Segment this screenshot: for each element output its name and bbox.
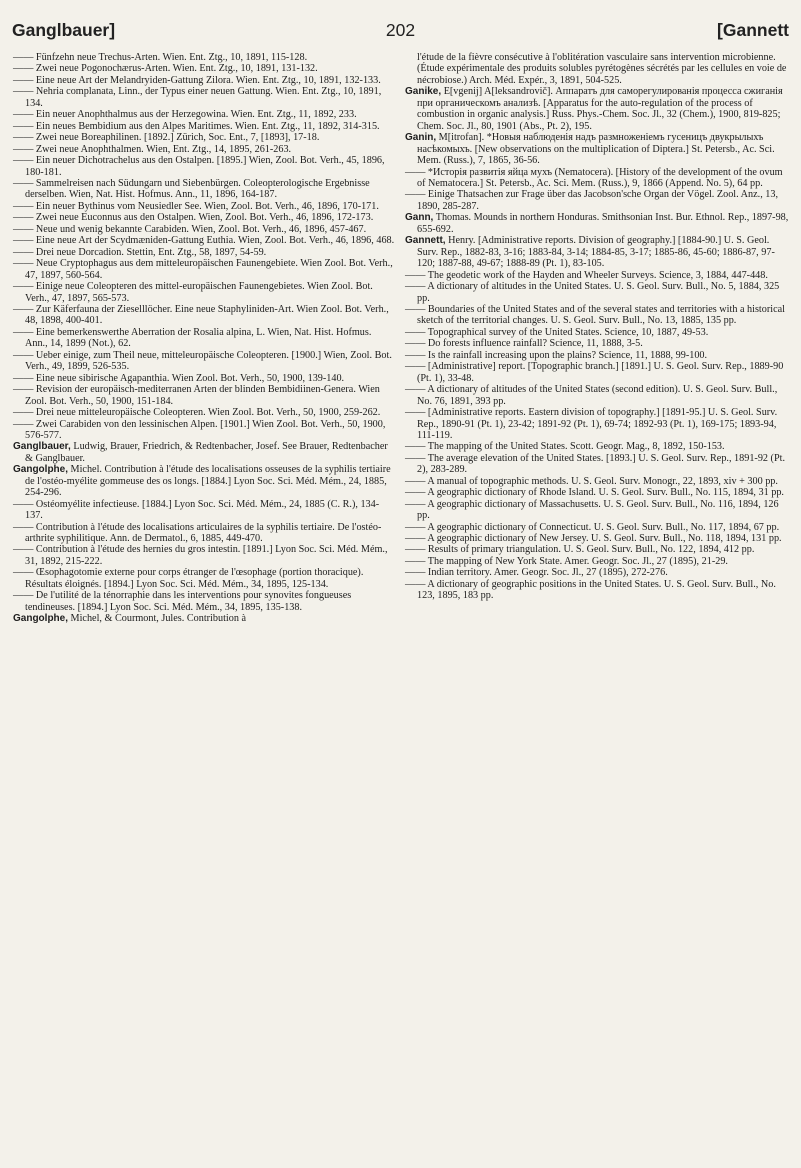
entry-text: Do forests influence rainfall? Science, 11, 1888, 3-5. [427, 338, 643, 350]
ditto-dash: —— [13, 177, 36, 189]
entry-text: A dictionary of geographic positions in the United States. U. S. Geol. Surv. Bull., No. 123, 1895, 183 pp. [417, 578, 776, 602]
bibliography-entry [13, 144, 395, 155]
bibliography-entry [13, 373, 395, 384]
ditto-dash: —— [13, 258, 36, 270]
author-name: Gangolphe, [13, 464, 68, 476]
ditto-dash: —— [13, 384, 36, 396]
entry-text: Is the rainfall increasing upon the plains? Science, 11, 1888, 99-100. [427, 349, 708, 361]
entry-text: Eine neue Art der Scydmæniden-Gattung Euthia. Wien, Zool. Bot. Verh., 46, 1896, 468. [35, 235, 395, 247]
entry-text: Eine bemerkenswerthe Aberration der Rosalia alpina, L. Wien, Nat. Hist. Hofmus. Ann., 14, 1899 (Not.), 62. [25, 326, 372, 350]
entry-text: Neue Cryptophagus aus dem mitteleuropäischen Faunengebiete. Wien Zool. Bot. Verh., 47, 1897, 560-564. [25, 258, 393, 281]
bibliography-entry [13, 63, 395, 74]
entry-text: Einige neue Coleopteren des mittel-europäischen Faunengebietes. Wien Zool. Bot. Verh., 47, 1897, 565-573. [25, 281, 373, 304]
bibliography-entry [405, 407, 789, 441]
bibliography-entry [13, 52, 395, 63]
entry-text: Contribution à l'étude des hernies du gros intestin. [1891.] Lyon Soc. Sci. Méd. Mém., 31, 1892, 215-222. [25, 544, 388, 567]
bibliography-entry [13, 212, 395, 223]
bibliography-entry [405, 499, 789, 522]
ditto-dash: —— [13, 521, 36, 533]
entry-text: De l'utilité de la ténorraphie dans les interventions pour synovites fongueuses tendineuses. [1894.] Lyon Soc. Sci. Méd. Mém., 34, 1895, 135-138. [25, 590, 352, 613]
ditto-dash: —— [13, 590, 36, 602]
entry-text: Ludwig, Brauer, Friedrich, & Redtenbacher, Josef. See Brauer, Redtenbacher & Ganglbauer. [25, 441, 388, 464]
ditto-dash: —— [405, 166, 428, 178]
entry-text: [Administrative] report. [Topographic branch.] [1891.] U. S. Geol. Surv. Rep., 1889-90 (Pt. 1), 33-48. [417, 361, 784, 384]
bibliography-entry [405, 487, 789, 498]
entry-text: A geographic dictionary of New Jersey. U. S. Geol. Surv. Bull., No. 118, 1894, 131 pp. [427, 533, 782, 545]
bibliography-entry [13, 121, 395, 132]
entry-text: A manual of topographic methods. U. S. Geol. Surv. Monogr., 22, 1893, xiv + 300 pp. [427, 475, 778, 487]
entry-text: Zur Käferfauna der Zieselllöcher. Eine neue Staphyliniden-Art. Wien Zool. Bot. Verh., 48, 1898, 400-401. [25, 303, 389, 327]
entry-text: Results of primary triangulation. U. S. Geol. Surv. Bull., No. 122, 1894, 412 pp. [427, 544, 755, 556]
bibliography-entry [13, 544, 395, 567]
ditto-dash: —— [405, 487, 428, 499]
entry-text: Ostéomyélite infectieuse. [1884.] Lyon Soc. Sci. Méd. Mém., 24, 1885 (C. R.), 134-137. [25, 498, 380, 522]
bibliography-entry [13, 201, 395, 212]
bibliography-entry [405, 350, 789, 361]
ditto-dash: —— [405, 326, 428, 338]
ditto-dash: —— [405, 521, 428, 533]
entry-text: Revision der europäisch-mediterranen Arten der blinden Bembidiinen-Genera. Wien Zool. Bot. Verh., 50, 1900, 151-184. [25, 384, 380, 407]
entry-text: Fünfzehn neue Trechus-Arten. Wien. Ent. Ztg., 10, 1891, 115-128. [35, 52, 308, 63]
ditto-dash: —— [405, 189, 428, 201]
entry-text: Einige Thatsachen zur Frage über das Jacobson'sche Organ der Vögel. Zool. Anz., 13, 1890, 285-287. [417, 189, 779, 212]
bibliography-entry [405, 327, 789, 338]
entry-text: Zwei neue Pogonochærus-Arten. Wien. Ent. Ztg., 10, 1891, 131-132. [35, 63, 318, 75]
entry-text: The geodetic work of the Hayden and Wheeler Surveys. Science, 3, 1884, 447-448. [427, 269, 768, 281]
entry-text: E[vgenij] A[leksandrovič]. Аппаратъ для самoрегулированія процесса сжиганія при органическомъ анализѣ. [Apparatus for the auto-regulation of the process of combustion in organic analysis.] Russ. Phys.-Chem. Soc. Jl., 32 (Chem.), 1900, 819-825; Chem. Soc. Jl., 80, 1901 (Abs., Pt. 2), 195. [417, 86, 783, 132]
bibliography-entry [13, 304, 395, 327]
entry-text: The average elevation of the United States. [1893.] U. S. Geol. Surv. Rep., 1891-92 (Pt. 2), 283-289. [417, 452, 785, 476]
entry-text: Eine neue Art der Melandryiden-Gattung Zilora. Wien. Ent. Ztg., 10, 1891, 132-133. [35, 74, 381, 86]
entry-text: M[itrofan]. *Новыя наблюденія надъ размноженіемъ гусеницъ двукрылыхъ насѣкомыхъ. [New observations on the multiplication of Diptera.] St. Petersb., Ac. Sci. Mem. (Russ.), 7, 1865, 36-56. [417, 132, 775, 167]
bibliography-entry [405, 533, 789, 544]
bibliography-entry [405, 281, 789, 304]
bibliography-entry [405, 235, 789, 269]
entry-text: Neue und wenig bekannte Carabiden. Wien, Zool. Bot. Verh., 46, 1896, 457-467. [35, 223, 367, 235]
ditto-dash: —— [13, 132, 36, 144]
ditto-dash: —— [13, 246, 36, 258]
entry-text: Michel. Contribution à l'étude des localisations osseuses de la syphilis tertiaire de l'ostéo-myélite gommeuse des os longs. [1884.] Lyon Soc. Sci. Méd. Mém., 24, 1885, 254-296. [25, 464, 391, 499]
ditto-dash: —— [13, 326, 36, 338]
ditto-dash: —— [405, 303, 428, 315]
ditto-dash: —— [405, 544, 428, 556]
entry-text: Topographical survey of the United States. Science, 10, 1887, 49-53. [427, 326, 709, 338]
ditto-dash: —— [405, 384, 428, 396]
author-name: Ganglbauer, [13, 441, 71, 453]
bibliography-entry [13, 258, 395, 281]
bibliography-entry [13, 419, 395, 442]
ditto-dash: —— [13, 303, 36, 315]
left-column [13, 52, 395, 625]
entry-text: A dictionary of altitudes in the United States. U. S. Geol. Surv. Bull., No. 5, 1884, 325 pp. [417, 281, 780, 304]
ditto-dash: —— [13, 200, 36, 212]
entry-text: Zwei neue Boreaphilinen. [1892.] Zürich, Soc. Ent., 7, [1893], 17-18. [35, 132, 320, 144]
bibliography-entry [13, 109, 395, 120]
entry-text: Ueber einige, zum Theil neue, mitteleuropäische Coleopteren. [1900.] Wien, Zool. Bot. Verh., 49, 1899, 526-535. [25, 349, 392, 373]
bibliography-entry [13, 350, 395, 373]
entry-text: A dictionary of altitudes of the United States (second edition). U. S. Geol. Surv. Bull., No. 76, 1891, 393 pp. [417, 384, 778, 407]
bibliography-entry [13, 522, 395, 545]
entry-text: Contribution à l'étude des localisations articulaires de la syphilis tertiaire. De l'ostéo-arthrite syphilitique. Ann. de Dermatol., 6, 1885, 449-470. [25, 521, 382, 545]
ditto-dash: —— [405, 361, 428, 373]
bibliography-entry [13, 327, 395, 350]
ditto-dash: —— [405, 555, 428, 567]
author-name: Gannett, [405, 235, 446, 247]
entry-text: Eine neue sibirische Agapanthia. Wien Zool. Bot. Verh., 50, 1900, 139-140. [35, 372, 345, 384]
bibliography-entry [405, 361, 789, 384]
entry-text: Nehria complanata, Linn., der Typus einer neuen Gattung. Wien. Ent. Ztg., 10, 1891, 134. [25, 86, 382, 109]
ditto-dash: —— [13, 109, 36, 121]
ditto-dash: —— [405, 475, 428, 487]
entry-text: Ein neues Bembidium aus den Alpes Maritimes. Wien. Ent. Ztg., 11, 1892, 314-315. [35, 120, 380, 132]
ditto-dash: —— [13, 349, 36, 361]
entry-text: Ein neuer Bythinus vom Neusiedler See. Wien, Zool. Bot. Verh., 46, 1896, 170-171. [35, 200, 379, 212]
bibliography-entry [13, 464, 395, 498]
bibliography-entry [405, 556, 789, 567]
entry-text: Ein neuer Dichotrachelus aus den Ostalpen. [1895.] Wien, Zool. Bot. Verh., 45, 1896, 180-181. [25, 155, 385, 178]
ditto-dash: —— [405, 578, 428, 590]
entry-text: *Исторія развитія яйца мухъ (Nematocera). [History of the development of the ovum of Nematocera.] St. Petersb., Ac. Sci. Mem. (Russ.), 9, 1866 (Append. No. 5), 64 pp. [417, 166, 783, 189]
entry-text: Drei neue mitteleuropäische Coleopteren. Wien Zool. Bot. Verh., 50, 1900, 259-262. [35, 407, 381, 419]
running-header [12, 20, 789, 48]
entry-text: Sammelreisen nach Südungarn und Siebenbürgen. Coleopterologische Ergebnisse derselben. Wien, Nat. Hist. Hofmus. Ann., 11, 1896, 164-187. [25, 177, 370, 201]
entry-text: A geographic dictionary of Massachusetts. U. S. Geol. Surv. Bull., No. 116, 1894, 126 pp. [417, 498, 779, 522]
ditto-dash: —— [13, 223, 36, 235]
author-name: Gann, [405, 212, 434, 224]
bibliography-entry [13, 590, 395, 613]
ditto-dash: —— [405, 498, 428, 510]
ditto-dash: —— [13, 212, 36, 224]
ditto-dash: —— [13, 407, 36, 419]
ditto-dash: —— [13, 52, 36, 63]
bibliography-entry [13, 155, 395, 178]
ditto-dash: —— [405, 407, 428, 419]
right-column [405, 52, 789, 602]
bibliography-entry [405, 567, 789, 578]
bibliography-entry [13, 132, 395, 143]
bibliography-entry [405, 52, 789, 86]
ditto-dash: —— [13, 567, 36, 579]
bibliography-entry [13, 441, 395, 464]
bibliography-entry [405, 579, 789, 602]
entry-text: Boundaries of the United States and of the several states and territories with a historical sketch of the territorial changes. U. S. Geol. Surv. Bull., No. 13, 1885, 135 pp. [417, 303, 785, 327]
author-name: Gangolphe, [13, 613, 68, 625]
ditto-dash: —— [13, 235, 36, 247]
bibliography-entry [405, 544, 789, 555]
ditto-dash: —— [405, 441, 428, 453]
entry-text: A geographic dictionary of Rhode Island. U. S. Geol. Surv. Bull., No. 115, 1894, 31 pp. [427, 487, 784, 499]
ditto-dash: —— [13, 281, 36, 293]
ditto-dash: —— [405, 269, 428, 281]
bibliography-entry [405, 338, 789, 349]
author-name: Ganike, [405, 86, 442, 98]
entry-text: Indian territory. Amer. Geogr. Soc. Jl., 27 (1895), 272-276. [427, 567, 668, 579]
bibliography-entry [13, 75, 395, 86]
entry-text: [Administrative reports. Eastern division of topography.] [1891-95.] U. S. Geol. Surv. Rep., 1890-91 (Pt. 1), 23-42; 1891-92 (Pt. 1), 69-74; 1892-93 (Pt. 1), 169-175; 1893-94, 111-119. [417, 407, 778, 441]
ditto-dash: —— [13, 544, 36, 556]
entry-text: Ein neuer Anophthalmus aus der Herzegowina. Wien. Ent. Ztg., 11, 1892, 233. [35, 109, 357, 121]
bibliography-entry [13, 407, 395, 418]
entry-text: The mapping of the United States. Scott. Geogr. Mag., 8, 1892, 150-153. [427, 441, 725, 453]
bibliography-entry [13, 178, 395, 201]
bibliography-entry [405, 384, 789, 407]
ditto-dash: —— [13, 74, 36, 86]
entry-text: A geographic dictionary of Connecticut. U. S. Geol. Surv. Bull., No. 117, 1894, 67 pp. [427, 521, 780, 533]
entry-text: Michel, & Courmont, Jules. Contribution à [70, 613, 246, 625]
bibliography-entry [405, 86, 789, 132]
entry-text: Zwei Carabiden von den lessinischen Alpen. [1901.] Wien Zool. Bot. Verh., 50, 1900, 576-577. [25, 418, 386, 441]
ditto-dash: —— [13, 63, 36, 75]
bibliography-entry [13, 384, 395, 407]
bibliography-entry [405, 304, 789, 327]
bibliography-entry [405, 189, 789, 212]
bibliography-entry [405, 132, 789, 166]
bibliography-entry [13, 224, 395, 235]
entry-text: Thomas. Mounds in northern Honduras. Smithsonian Inst. Bur. Ethnol. Rep., 1897-98, 655-692. [417, 212, 789, 235]
entry-text: l'étude de la fièvre consécutive à l'oblitération vasculaire sans intervention microbienne. (Étude expérimentale des produits solubles pyrétogènes sécrétés par les cellules en voie de nécrobiose.) Arch. Méd. Expér., 3, 1891, 504-525. [417, 52, 787, 86]
ditto-dash: —— [13, 86, 36, 98]
ditto-dash: —— [405, 338, 428, 350]
author-name: Ganin, [405, 132, 437, 144]
entry-text: Œsophagotomie externe pour corps étranger de l'œsophage (portion thoracique). Résultats éloignés. [1894.] Lyon Soc. Sci. Méd. Mém., 34, 1895, 125-134. [25, 567, 364, 590]
ditto-dash: —— [405, 349, 428, 361]
header-right: [Gannett [717, 20, 789, 40]
entry-text: Drei neue Dorcadion. Stettin, Ent. Ztg., 58, 1897, 54-59. [35, 246, 267, 258]
bibliography-entry [13, 567, 395, 590]
ditto-dash: —— [13, 418, 36, 430]
bibliography-entry [405, 270, 789, 281]
bibliography-entry [405, 441, 789, 452]
bibliography-entry [405, 212, 789, 235]
bibliography-entry [405, 476, 789, 487]
bibliography-entry [13, 499, 395, 522]
ditto-dash: —— [13, 498, 36, 510]
ditto-dash: —— [13, 143, 36, 155]
header-left: Ganglbauer] [12, 20, 116, 40]
ditto-dash: —— [405, 567, 428, 579]
ditto-dash: —— [13, 155, 36, 167]
bibliography-entry [13, 281, 395, 304]
ditto-dash: —— [405, 533, 428, 545]
bibliography-entry [13, 247, 395, 258]
entry-text: The mapping of New York State. Amer. Geogr. Soc. Jl., 27 (1895), 21-29. [427, 555, 728, 567]
ditto-dash: —— [13, 372, 36, 384]
ditto-dash: —— [405, 452, 428, 464]
ditto-dash: —— [405, 281, 428, 293]
bibliography-entry [405, 453, 789, 476]
ditto-dash: —— [13, 120, 36, 132]
entry-text: Henry. [Administrative reports. Division of geography.] [1884-90.] U. S. Geol. Surv. Rep., 1882-83, 3-16; 1883-84, 3-14; 1884-85, 3-17; 1885-86, 45-60; 1886-87, 97-120; 1887-88, 49-67; 1888-89 (Pt. 1), 83-105. [417, 235, 775, 270]
bibliography-entry [13, 235, 395, 246]
entry-text: Zwei neue Euconnus aus den Ostalpen. Wien, Zool. Bot. Verh., 46, 1896, 172-173. [35, 212, 374, 224]
page-number: 202 [385, 20, 416, 40]
bibliography-entry [13, 86, 395, 109]
bibliography-entry [13, 613, 395, 624]
entry-text: Zwei neue Anophthalmen. Wien, Ent. Ztg., 14, 1895, 261-263. [35, 143, 292, 155]
bibliography-entry [405, 522, 789, 533]
bibliography-entry [405, 167, 789, 190]
